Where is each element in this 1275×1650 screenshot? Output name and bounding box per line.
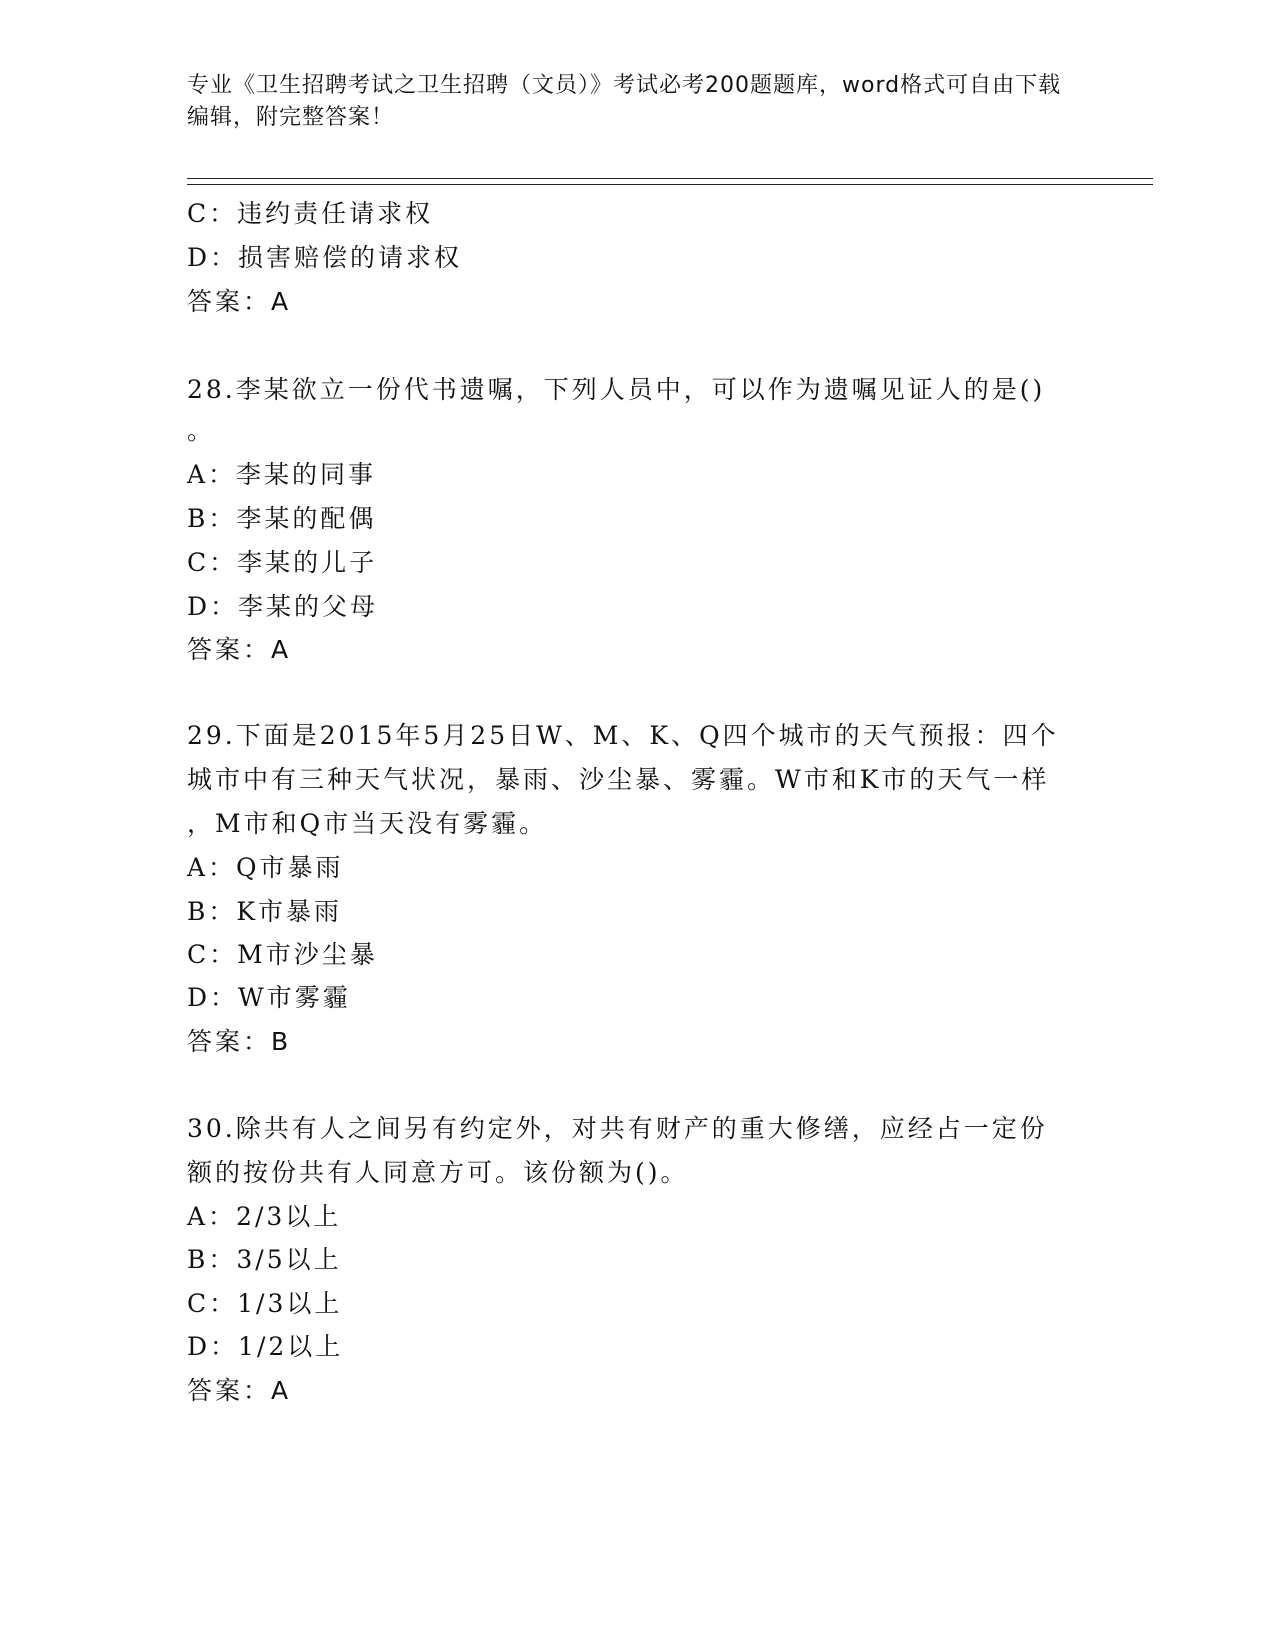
q30-option-c: C：1/3以上: [187, 1289, 343, 1318]
q29-stem-line-3: ，M市和Q市当天没有雾霾。: [187, 809, 548, 838]
q29-option-b: B：K市暴雨: [187, 897, 343, 926]
q28-stem-line-1: 28.李某欲立一份代书遗嘱，下列人员中，可以作为遗嘱见证人的是(): [187, 375, 1046, 404]
q29-stem-line-1: 29.下面是2015年5月25日W、M、K、Q四个城市的天气预报：四个: [187, 721, 1059, 750]
q30-answer: 答案：A: [187, 1376, 292, 1405]
q29-stem-line-2: 城市中有三种天气状况，暴雨、沙尘暴、雾霾。W市和K市的天气一样: [187, 765, 1050, 794]
q28-stem-line-2: 。: [187, 416, 216, 445]
q29-option-c: C：M市沙尘暴: [187, 940, 378, 969]
q28-option-b: B：李某的配偶: [187, 504, 377, 533]
q30-option-d: D：1/2以上: [187, 1332, 344, 1361]
q28-option-a: A：李某的同事: [187, 460, 377, 489]
q27-option-c: C：违约责任请求权: [187, 199, 434, 228]
q30-stem-line-1: 30.除共有人之间另有约定外，对共有财产的重大修缮，应经占一定份: [187, 1114, 1048, 1143]
q30-option-b: B：3/5以上: [187, 1245, 342, 1274]
q28-option-c: C：李某的儿子: [187, 548, 378, 577]
q28-answer: 答案：A: [187, 635, 292, 664]
q30-option-a: A：2/3以上: [187, 1202, 342, 1231]
q28-option-d: D：李某的父母: [187, 592, 379, 621]
header-divider-top: [187, 178, 1153, 179]
q29-answer: 答案：B: [187, 1027, 292, 1056]
q27-option-d: D：损害赔偿的请求权: [187, 243, 463, 272]
q30-stem-line-2: 额的按份共有人同意方可。该份额为()。: [187, 1158, 689, 1187]
q29-option-d: D：W市雾霾: [187, 983, 351, 1012]
document-header: 专业《卫生招聘考试之卫生招聘（文员）》考试必考200题题库，word格式可自由下载编辑，附完整答案！: [187, 73, 1062, 130]
q27-answer: 答案：A: [187, 287, 292, 316]
q29-option-a: A：Q市暴雨: [187, 853, 344, 882]
header-divider-bottom: [187, 184, 1153, 185]
